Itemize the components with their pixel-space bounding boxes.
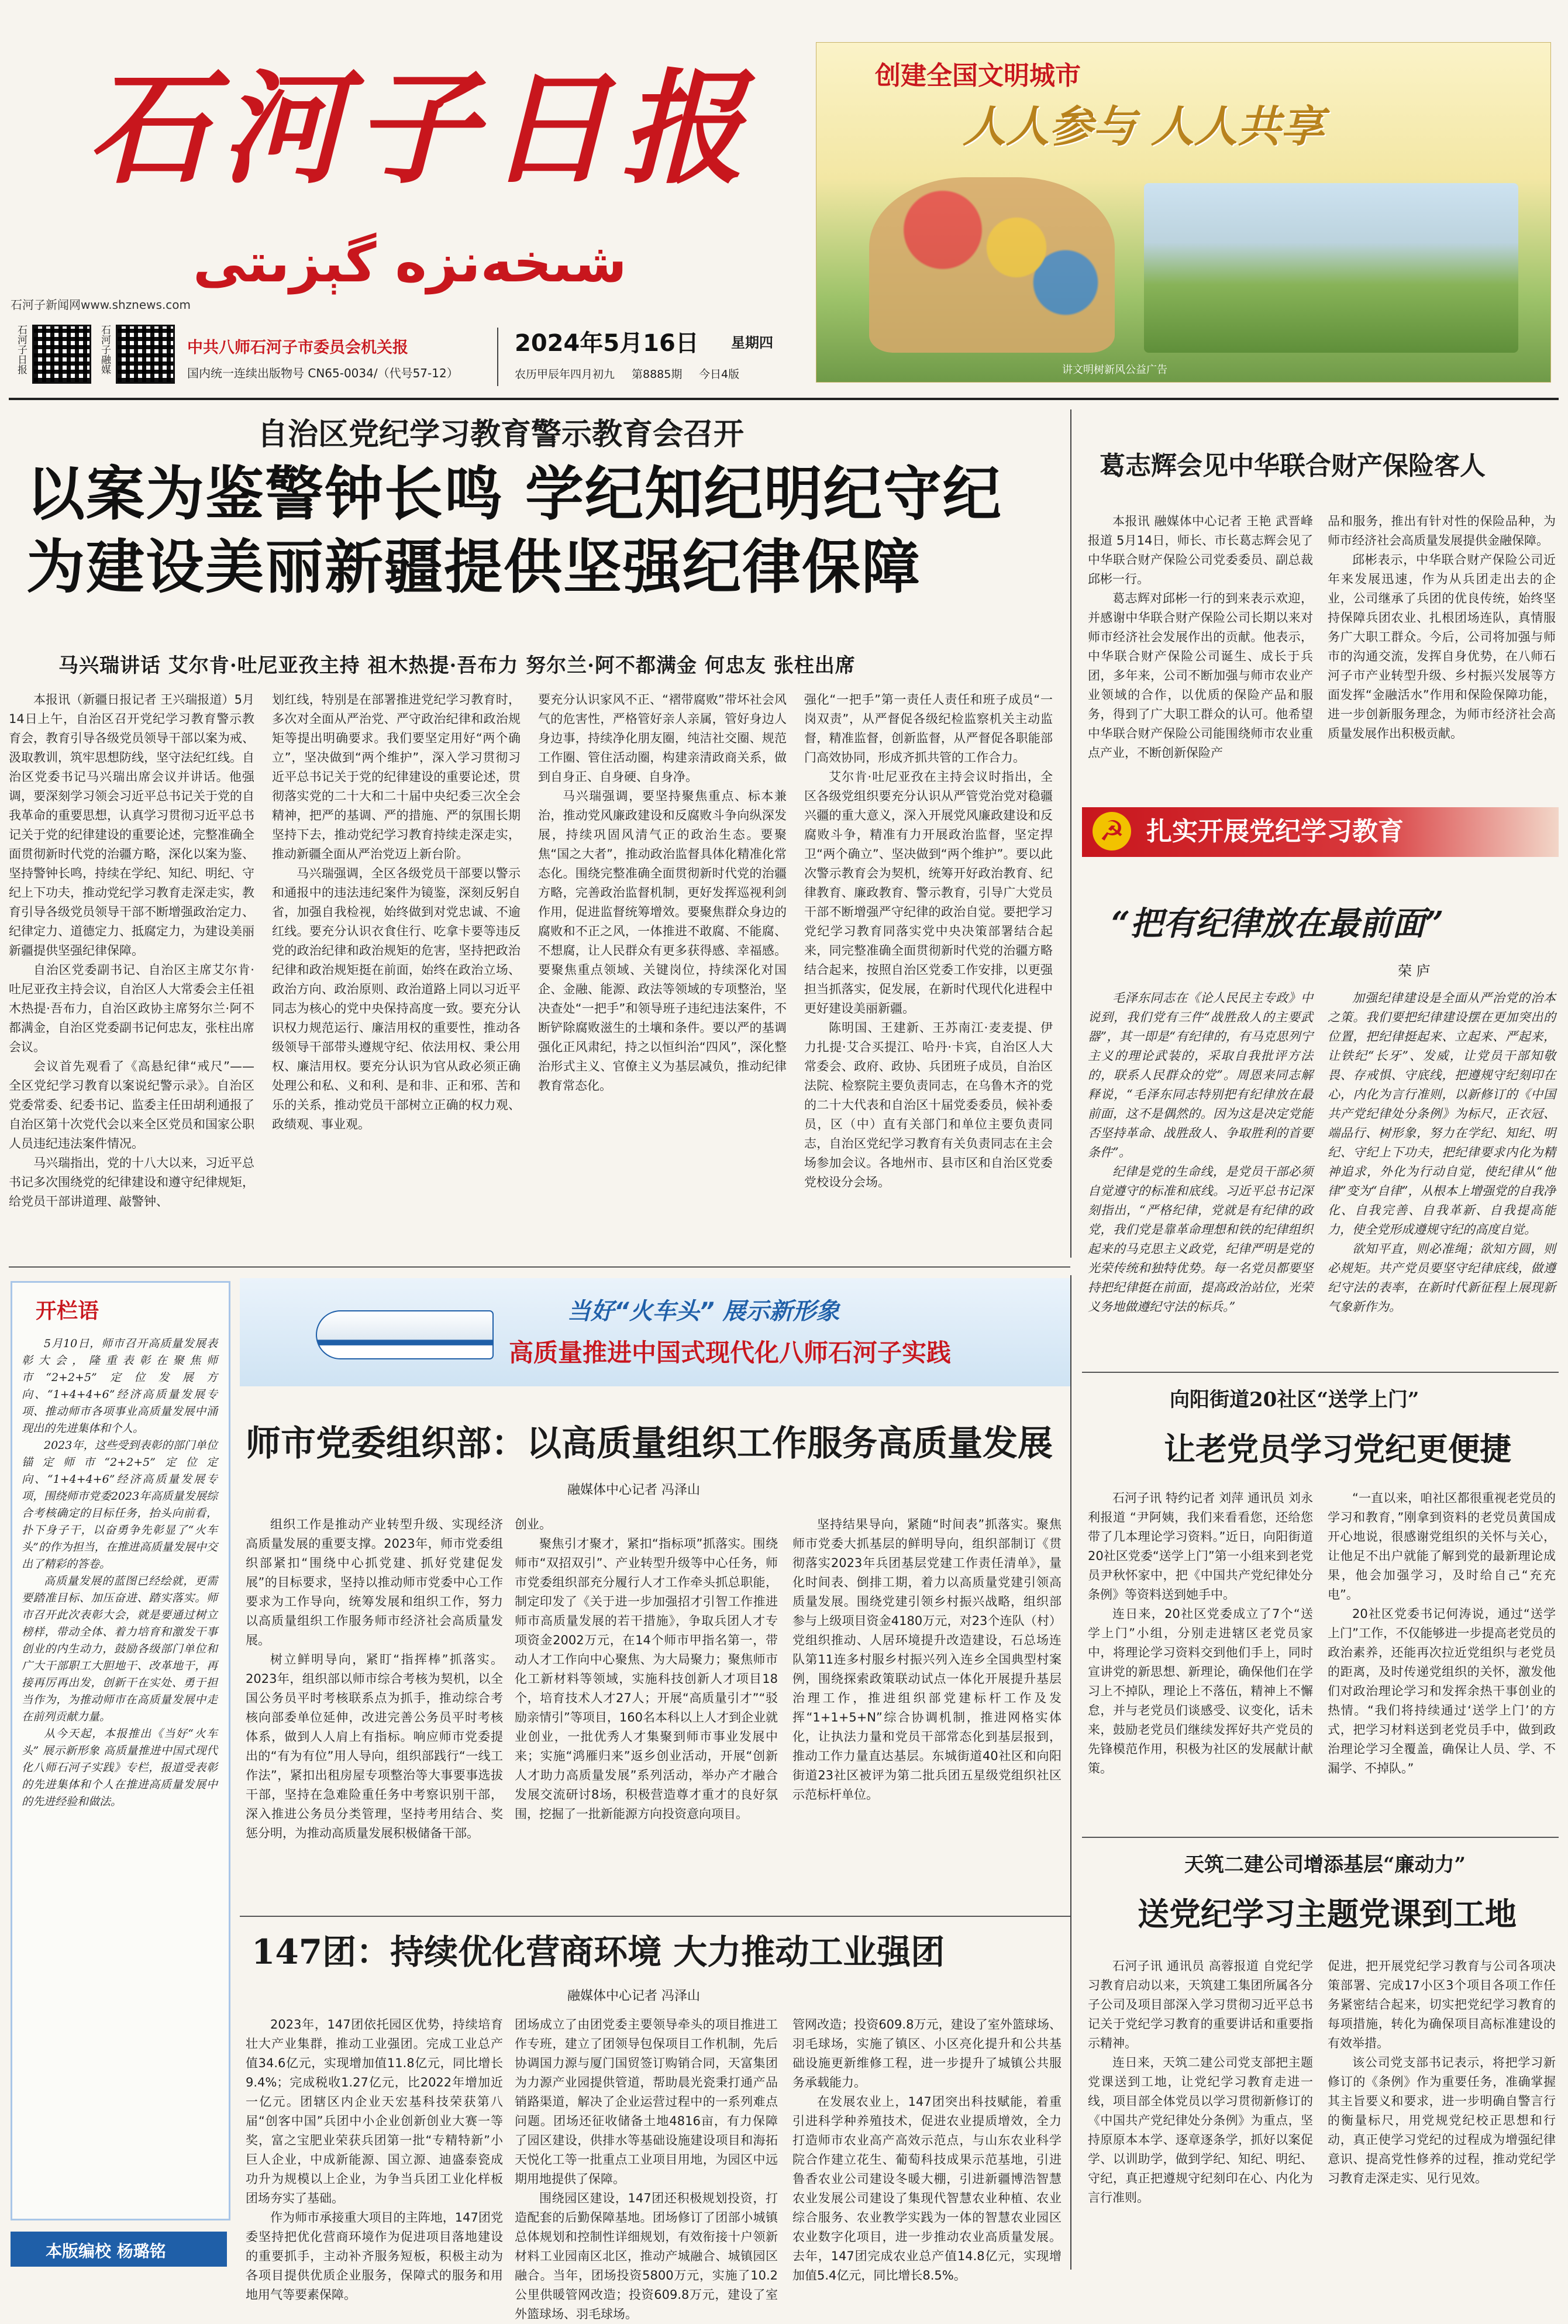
org-column-2 [515,1515,778,1895]
kaijuan-body [22,1335,218,2207]
kaijuan-box [11,1281,230,2220]
lead-column-2 [272,690,521,1263]
lead-subhead: 马兴瑞讲话 艾尔肯·吐尼亚孜主持 祖木热提·吾布力 努尔兰·阿不都满金 何忠友 张柱出席 [58,654,856,677]
ge-story-title: 葛志辉会见中华联合财产保险客人 [1100,451,1486,481]
commentary-title: “把有纪律放在最前面” [1111,904,1444,943]
commentary-bottom-rule [1082,1372,1559,1373]
org-bottom-rule [240,1916,1070,1917]
ad-slogan-2: 人人参与 人人共享 [963,102,1324,152]
org-paragraph: 组织工作是推动产业转型升级、实现经济高质量发展的重要支撑。2023年，师市党委组织部紧扣“围绕中心抓党建、抓好党建促发展”的目标要求，坚持以推动师市党委中心工作要求为工作导向，统筹发展和组织工作，努力以高质量组织工作服务师市经济社会高质量发展。 [246,1517,503,1647]
lead-paragraph: 自治区党委副书记、自治区主席艾尔肯·吐尼亚孜主持会议，自治区人大常委会主任祖木热提·吾布力，自治区政协主席努尔兰·阿不都满金，自治区党委副书记何忠友，张柱出席会议。 [9,963,254,1054]
lead-paragraph: 艾尔肯·吐尼亚孜在主持会议时指出，全区各级党组织要充分认识从严管党治党对稳疆兴疆的重大意义，深入开展党风廉政建设和反腐败斗争，精准有力开展政治监督，坚定捍卫“两个确立”、坚决做到“两个维护”。要以此次警示教育会为契机，统筹开好政治教育、纪律教育、廉政教育、警示教育，引导广大党员干部不断增强严守纪律的政治自觉。要把学习党纪学习教育同落实党中央决策部署结合起来，同完整准确全面贯彻新时代党的治疆方略结合起来，按照自治区党委工作安排，以更强担当抓落实，促发展，在新时代现代化进程中更好建设美丽新疆。 [804,770,1053,1015]
discipline-column-banner [1082,807,1559,857]
org-story-title: 师市党委组织部：以高质量组织工作服务高质量发展 [246,1423,1053,1464]
feature-banner [240,1278,1070,1386]
regiment-story-title: 147团：持续优化营商环境 大力推动工业强团 [251,1932,945,1972]
lead-paragraph: 要充分认识家风不正、“褶带腐败”带坏社会风气的危害性，严格管好亲人亲属，管好身边人身边事，持续净化朋友圈，纯洁社交圈、规范工作圈、管住活动圈，构建亲清政商关系，做到自身正、自身硬、自身净。 [538,693,787,784]
ge-paragraph: 品和服务，推出有针对性的保险品种，为师市经济社会高质量发展提供金融保障。 [1328,514,1556,548]
kaijuan-title: 开栏语 [36,1299,99,1323]
commentary-column-1 [1088,989,1313,1363]
kaijuan-paragraph: 2023年，这些受到表彰的部门单位锚定师市“2+2+5”定位定向、“1+4+4+6”经济高质量发展专项，围绕师市党委2023年高质量发展综合考核确定的目标任务，抬头向前看，扑下身子干，以奋勇争先彰显了“火车头”的作为担当，在推进高质量发展中交出了精彩的答卷。 [22,1439,218,1571]
feature-banner-line-2: 高质量推进中国式现代化八师石河子实践 [509,1338,952,1367]
kaijuan-paragraph: 从今天起，本报推出《当好“火车头” 展示新形象 高质量推进中国式现代化八师石河子实践》专栏，报道受表彰的先进集体和个人在推进高质量发展中的先进经验和做法。 [22,1727,218,1808]
feature-banner-line-1: 当好“火车头” 展示新形象 [567,1298,840,1325]
party-organ-label: 中共八师石河子市委员会机关报 [187,339,408,357]
org-paragraph: 坚持结果导向，紧随“时间表”抓落实。聚焦师市党委大抓基层的鲜明导向，组织部制订《贯彻落实2023年兵团基层党建工作责任清单》，量化时间表、倒排工期，着力以高质量党建引领高质量发展。围绕党建引领乡村振兴战略，组织部参与上级项目资金4180万元，对23个连队（村）党组织推动、人居环境提升改造建设，石总场连队第11连多村服乡村振兴列入连乡全国典型村案例，围绕探索政策联动试点一体化开展提升基层治理工作，推进组织部党建标杆工作及发挥“1+1+5+N”综合协调机制，推进网格实体化，让执法力量和党员干部常态化到基层报到，推动工作力量直达基层。东城街道40社区和向阳街道23社区被评为第二批兵团五星级党组织社区示范标杆单位。 [792,1517,1062,1802]
tianzhu-column-2 [1328,1957,1556,2267]
regiment-paragraph: 围绕园区建设，147团还积极规划投资，打造配套的后勤保障基地。团场修订了团部小城镇总体规划和控制性详细规划，有效衔接十户领新材料工业园南区北区，推动产城融合、城镇园区融合。当年，团场投资5800万元，实施了10.2公里供暖管网改造；投资609.8万元，建设了室外篮球场、羽毛球场。 [515,2191,778,2321]
commentary-paragraph: 纪律是党的生命线，是党员干部必须自觉遵守的标准和底线。习近平总书记深刻指出，“严格纪律，党就是有纪律的政党，我们党是靠革命理想和铁的纪律组织起来的马克思主义政党，纪律严明是党的光荣传统和独特优势。每一名党员都要坚持把纪律挺在前面，提高政治站位，光荣义务地做遵纪守法的标兵。” [1088,1165,1313,1314]
qr-code-left-icon[interactable] [32,325,91,384]
org-paragraph: 聚焦引才聚才，紧扣“指标项”抓落实。围绕师市“双招双引”、产业转型升级等中心任务，师市党委组织部充分履行人才工作牵头抓总职能，制定印发了《关于进一步加强招才引智工作推进师市高质量发展的若干措施》，争取兵团人才专项资金2002万元，在14个师市甲指名第一，带动人才工作向中心聚焦、为大局聚力；聚焦师市化工新材料等领域，实施科技创新人才项目18个，培育技术人才27人；开展“高质量引才”“驳励亲情引”等项目，160名本科以上人才到企业就业创业，一批优秀人才集聚到师市事业发展中来；实施“鸿雁归来”返乡创业活动，开展“创新人才助力高质量发展”系列活动，举办产才融合发展交流研讨8场，积极营造尊才重才的良好氛围，挖掘了一批新能源方向投资意向项目。 [515,1537,778,1821]
kaijuan-paragraph: 5月10日，师市召开高质量发展表彰大会，隆重表彰在聚焦师市“2+2+5”定位发展方向、“1+4+4+6”经济高质量发展专项、推动师市各项事业高质量发展中涌现出的先进集体和个人。 [22,1337,218,1435]
regiment-paragraph: 在发展农业上，147团突出科技赋能，着重引进科学种养殖技术，促进农业提质增效，全力打造师市农业高产高效示范点，与山东农业科学院合作建立花生、葡萄科技成果示范基地，引进鲁香农业公司建设冬暖大棚，引进新疆博浩智慧农业发展公司建设了集现代智慧农业种植、农业综合服务、农业教学实践为一体的智慧农业园区农业数字化项目，进一步推动农业高质量发展。去年，147团完成农业总产值14.8亿元，实现增加值5.4亿元，同比增长8.5%。 [792,2095,1062,2282]
xiangyang-paragraph: “一直以来，咱社区都很重视老党员的学习和教育，”刚拿到资料的老党员黄国成开心地说，很感谢党组织的关怀与关心，让他足不出户就能了解到党的最新理论成果，他会加强学习，及时给自己“充充电”。 [1328,1491,1556,1602]
tianzhu-kicker: 天筑二建公司增添基层“廉动力” [1184,1853,1466,1877]
masthead-rule [9,398,1559,400]
xiangyang-paragraph: 20社区党委书记何涛说，通过“送学上门”工作，不仅能够进一步提高老党员的政治素养，还能再次拉近党组织与老党员的距离，及时传递党组织的关怀，激发他们对政治理论学习和发挥余热干事创业的热情。“我们将持续通过‘送学上门’的方式，把学习材料送到老党员手中，做到政治理论学习全覆盖，确保让人员、学、不漏学、不掉队。” [1328,1607,1556,1775]
lead-paragraph: 会议首先观看了《高悬纪律“戒尺”——全区党纪学习教育以案说纪警示录》。自治区党委常委、纪委书记、监委主任田胡利通报了自治区第十次党代会以来全区党员和国家公职人员违纪违法案件情况。 [9,1059,254,1151]
lead-headline-1: 以案为鉴警钟长鸣 学纪知纪明纪守纪 [26,460,1002,528]
issue-date: 2024年5月16日 [515,330,699,357]
qr-code-right-icon[interactable] [116,325,175,384]
regiment-paragraph: 管网改造；投资609.8万元，建设了室外篮球场、羽毛球场，实施了镇区、小区亮化提升和公共基础设施更新维修工程，进一步提升了城镇公共服务承载能力。 [792,2017,1062,2089]
commentary-paragraph: 欲知平直，则必准绳；欲知方圆，则必规矩。共产党员要坚守纪律底线，做遵纪守法的表率，在新时代新征程上展现新气象新作为。 [1328,1242,1556,1314]
qr-left-label: 石河子日报 [15,325,27,374]
masthead-website: 石河子新闻网www.shznews.com [11,298,191,312]
tianzhu-paragraph: 连日来，天筑二建公司党支部把主题党课送到工地，让党纪学习教育走进一线，项目部全体党员以学习贯彻新修订的《中国共产党纪律处分条例》为重点，坚持原原本本学、逐章逐条学，抓好以案促学、以训助学，做到学纪、知纪、明纪、守纪，真正把遵规守纪刻印在心、内化为言行准则。 [1088,2056,1313,2205]
regiment-paragraph: 作为师市承接重大项目的主阵地，147团党委坚持把优化营商环境作为促进项目落地建设的重要抓手，主动补齐服务短板，积极主动为各项目提供优质企业服务，保障式的服务和用地用气等要素保障。 [246,2211,503,2302]
org-column-1 [246,1515,503,1895]
lead-paragraph: 本报讯（新疆日报记者 王兴瑞报道）5月14日上午，自治区召开党纪学习教育警示教育会，教育引导各级党员领导干部以案为戒、汲取教训，筑牢思想防线，坚守法纪红线。自治区党委书记马兴瑞出席会议并讲话。他强调，要深刻学习领会习近平总书记关于党的自我革命的重要思想，认真学习贯彻习近平总书记关于党的纪律建设的重要论述，完整准确全面贯彻新时代党的治疆方略，深化以案为鉴、坚持警钟长鸣，持续在学纪、知纪、明纪、守纪上下功夫，推动党纪学习教育走深走实，教育引导各级党员领导干部不断增强政治定力、纪律定力、道德定力、抵腐定力，为建设美丽新疆提供坚强纪律保障。 [9,693,254,958]
issn-label: 国内统一连续出版物号 CN65-0034/（代号57-12） [187,366,459,380]
xiangyang-column-2 [1328,1489,1556,1822]
editor-credit-text: 本版编校 杨璐铭 [46,2242,166,2261]
regiment-column-2 [515,2015,778,2321]
train-icon [316,1310,494,1359]
masthead-title: 石河子日报 [88,56,755,201]
lead-headline-2: 为建设美丽新疆提供坚强纪律保障 [26,533,921,601]
ge-column-1 [1088,512,1313,816]
kaijuan-paragraph: 高质量发展的蓝图已经绘就，更需要踏准目标、加压奋进、踏实落实。师市召开此次表彰大会，就是要通过树立榜样，带动全体、着力培育和激发干事创业的内生动力，鼓励各级部门单位和广大干部职工大胆地干、改革地干，再接再厉再出发，创新干在实处、勇于担当作为，为推动师市在高质量发展中走在前列贡献力量。 [22,1575,218,1723]
ad-city-park [1144,183,1518,353]
org-paragraph: 创业。 [515,1517,552,1531]
party-emblem-icon: ☭ [1093,812,1131,851]
xiangyang-column-1 [1088,1489,1313,1822]
regiment-column-1 [246,2015,503,2302]
tianzhu-title: 送党纪学习主题党课到工地 [1138,1896,1517,1933]
lead-right-divider [1070,409,1071,1258]
tianzhu-paragraph: 石河子讯 通讯员 高蓉报道 自党纪学习教育启动以来，天筑建工集团所属各分子公司及项目部深入学习贯彻习近平总书记关于党纪学习教育的重要讲话和重要指示精神。 [1088,1959,1313,2050]
lead-paragraph: 划红线，特别是在部署推进党纪学习教育时，多次对全面从严治党、严守政治纪律和政治规矩等提出明确要求。我们要坚定用好“两个确立”，坚决做到“两个维护”，深入学习贯彻习近平总书记关于党的纪律建设的重要论述，贯彻落实党的二十大和二十届中央纪委三次全会精神，把严的基调、严的措施、严的氛围长期坚持下去，推动党纪学习教育持续走深走实，推动新疆全面从严治党迈上新台阶。 [272,693,521,861]
lead-paragraph: 马兴瑞指出，党的十八大以来，习近平总书记多次围绕党的纪律建设和遵守纪律规矩，给党员干部讲道理、敲警钟、 [9,1156,254,1209]
lead-bottom-rule [9,1266,1070,1268]
public-service-ad [816,42,1551,383]
ad-people-figure [869,177,1115,353]
lead-column-1 [9,690,254,1263]
ge-paragraph: 邱彬表示，中华联合财产保险公司近年来发展迅速，作为从兵团走出去的企业，公司继承了兵团的优良传统，始终坚持保障兵团农业、扎根团场连队，真情服务广大职工群众。今后，公司将加强与师市的沟通交流，发挥自身优势，在八师石河子市产业转型升级、乡村振兴发展等方面发挥“金融活水”作用和保险保障功能，进一步创新服务理念，为师市经济社会高质量发展作出积极贡献。 [1328,553,1556,741]
commentary-author: 荣 庐 [1398,963,1431,979]
regiment-paragraph: 2023年，147团依托园区优势，持续培育壮大产业集群，推动工业强团。完成工业总产值34.6亿元，实现增加值11.8亿元，同比增长9.4%；完成税收1.27亿元，比2022年增加近一亿元。团辖区内企业天宏基科技荣获第八届“创客中国”兵团中小企业创新创业大赛一等奖，富之宝肥业荣获兵团第一批“专精特新”小巨人企业，中成新能源、国立源、迪盛泰瓷成功升为规模以上企业，为争当兵团工业化样板团场夯实了基础。 [246,2017,503,2205]
xiangyang-title: 让老党员学习党纪更便捷 [1164,1431,1511,1468]
lead-paragraph: 马兴瑞强调，全区各级党员干部要以警示和通报中的违法违纪案件为镜鉴，深刻反躬自省，加强自我检视，始终做到对党忠诚、不逾红线。要充分认识衣食住行、吃拿卡要等违反党的政治纪律和政治规矩的危害，坚持把政治纪律和政治规矩挺在前面，始终在政治立场、政治方向、政治原则、政治道路上同以习近平同志为核心的党中央保持高度一致。要充分认识权力规范运行、廉洁用权的重要性，推动各级领导干部带头遵规守纪、依法用权、秉公用权、廉洁用权。要充分认识为官从政必须正确处理公和私、义和利、是和非、正和邪、苦和乐的关系，推动党员干部树立正确的权力观、政绩观、事业观。 [272,866,521,1131]
ge-paragraph: 葛志辉对邱彬一行的到来表示欢迎，并感谢中华联合财产保险公司长期以来对师市经济社会发展作出的贡献。他表示，中华联合财产保险公司诞生、成长于兵团，多年来，公司不断加强与师市农业产业领域的合作，以优质的保险产品和服务，得到了广大职工群众的认可。他希望中华联合财产保险公司能围绕师市农业重点产业，不断创新保险产 [1088,591,1313,760]
lead-column-4 [804,690,1053,1263]
org-paragraph: 树立鲜明导向，紧盯“指挥棒”抓落实。2023年，组织部以师市综合考核为契机，以全国公务员平时考核联系点为抓手，推动综合考核向部委单位延伸，改进完善公务员平时考核体系，做到人人肩上有指标。响应师市党委提出的“有为有位”用人导向，组织部践行“一线工作法”，紧扣出租房屋专项整治等大事要事选拔干部，坚持在急难险重任务中考察识别干部，深入推进公务员分类管理，坚持考用结合、奖惩分明，为推动高质量发展积极储备干部。 [246,1652,503,1840]
issue-number: 第8885期 [632,368,683,381]
lower-right-divider [1070,1275,1071,2270]
commentary-column-2 [1328,989,1556,1363]
commentary-paragraph: 加强纪律建设是全面从严治党的治本之策。我们要把纪律建设摆在更加突出的位置，把纪律挺起来、立起来、严起来，让铁纪“长牙”、发威，让党员干部知敬畏、存戒惧、守底线，把遵规守纪刻印在心，内化为言行准则，以新修订的《中国共产党纪律处分条例》为标尺，正衣冠、端品行、树形象，努力在学纪、知纪、明纪、守纪上下功夫，把纪律要求内化为精神追求，外化为行动自觉，使纪律从“他律”变为“自律”，从根本上增强党的自我净化、自我完善、自我革新、自我提高能力，使全党形成遵规守纪的高度自觉。 [1328,991,1556,1237]
masthead [0,0,1568,430]
ge-column-2 [1328,512,1556,816]
tianzhu-paragraph: 促进，把开展党纪学习教育与公司各项决策部署、完成17小区3个项目各项工作任务紧密结合起来，切实把党纪学习教育的每项措施，转化为确保项目高标准建设的有效举措。 [1328,1959,1556,2050]
org-story-byline: 融媒体中心记者 冯泽山 [567,1483,700,1497]
lead-kicker: 自治区党纪学习教育警示教育会召开 [257,416,745,452]
editor-credit [11,2232,227,2267]
lead-paragraph: 强化“一把手”第一责任人责任和班子成员“一岗双责”，从严督促各级纪检监察机关主动监督，精准监督，创新监督，从严督促各职能部门高效协同，形成齐抓共管的工作合力。 [804,693,1053,765]
xiangyang-paragraph: 石河子讯 特约记者 刘萍 通讯员 刘永利报道 “尹阿姨，我们来看看您，还给您带了几本理论学习资料。”近日，向阳街道20社区党委“送学上门”第一小组来到老党员尹秋怀家中，把《中国共产党纪律处分条例》等资料送到她手中。 [1088,1491,1313,1602]
regiment-column-3 [792,2015,1062,2282]
masthead-uyghur-title: شىخەنزە گېزىتى [193,232,627,294]
page-count: 今日4版 [699,368,740,381]
regiment-paragraph: 团场成立了由团党委主要领导牵头的项目推进工作专班，建立了团领导包保项目工作机制，先后协调国力源与厦门国贸签订购销合同，天富集团为力源产业园提供管道，帮助晨光瓷秉打通产品销路渠道，解决了企业运营过程中的一系列难点问题。团场还征收储备土地4816亩，有力保障了园区建设，供排水等基础设施建设项目和海拓天悦化工等一批重点工业项目用地，为园区中远期用地提供了保障。 [515,2017,778,2186]
qr-right-label: 石河子融媒 [99,325,111,374]
xiangyang-bottom-rule [1082,1837,1559,1838]
lunar-date: 农历甲辰年四月初九 [515,368,615,381]
issue-weekday: 星期四 [731,335,773,351]
lead-paragraph: 陈明国、王建新、王苏南江·麦麦提、伊力扎提·艾合买提江、哈丹·卡宾，自治区人大常委会、政府、政协、兵团班子成员，自治区法院、检察院主要负责同志，在乌鲁木齐的党的二十大代表和自治区十届党委委员，候补委员，区（中）直有关部门和单位主要负责同志，自治区党纪学习教育有关负责同志在主会场参加会议。各地州市、县市区和自治区党委党校设分会场。 [804,1021,1053,1189]
commentary-paragraph: 毛泽东同志在《论人民民主专政》中说到，我们党有三件“战胜敌人的主要武器”，其一即是“有纪律的，有马克思列宁主义的理论武装的，采取自我批评方法的，联系人民群众的党”。周恩来同志解释说，“毛泽东同志特别把有纪律放在最前面，这不是偶然的。因为这是决定党能否坚持革命、战胜敌人、争取胜利的首要条件”。 [1088,991,1313,1159]
org-column-3 [792,1515,1062,1895]
lead-column-3 [538,690,787,1263]
regiment-story-byline: 融媒体中心记者 冯泽山 [567,1989,700,2003]
info-divider [497,328,498,386]
ad-caption: 讲文明树新风公益广告 [1062,364,1167,376]
lead-paragraph: 马兴瑞强调，要坚持聚焦重点、标本兼治，推动党风廉政建设和反腐败斗争向纵深发展，持续巩固风清气正的政治生态。要聚焦“国之大者”，推动政治监督具体化精准化常态化。围绕完整准确全面贯彻新时代党的治疆方略，完善政治监督机制，更好发挥巡视利剑作用，促进监督统筹增效。要聚焦群众身边的腐败和不正之风，一体推进不敢腐、不能腐、不想腐，让人民群众有更多获得感、幸福感。要聚焦重点领域、关键岗位，持续深化对国企、金融、能源、政法等领域的专项整治，坚决查处“一把手”和领导班子违纪违法案件，不断铲除腐败滋生的土壤和条件。要以严的基调强化正风肃纪，持之以恒纠治“四风”，深化整治形式主义、官僚主义为基层减负，推动纪律教育常态化。 [538,789,787,1093]
tianzhu-column-1 [1088,1957,1313,2267]
ad-slogan-1: 创建全国文明城市 [875,61,1081,91]
xiangyang-kicker: 向阳街道20社区“送学上门” [1170,1388,1419,1411]
tianzhu-paragraph: 该公司党支部书记表示，将把学习新修订的《条例》作为重要任务，准确掌握其主旨要义和要求，进一步明确自警言行的衡量标尺，用党规党纪校正思想和行动，真正使学习党纪的过程成为增强纪律意识、提高党性修养的过程，推动党纪学习教育走深走实、见行见效。 [1328,2056,1556,2185]
ge-paragraph: 本报讯 融媒体中心记者 王艳 武晋峰报道 5月14日，师长、市长葛志辉会见了中华联合财产保险公司党委委员、副总裁邱彬一行。 [1088,514,1313,586]
xiangyang-paragraph: 连日来，20社区党委成立了7个“送学上门”小组，分别走进辖区老党员家中，将理论学习资料交到他们手上，同时宣讲党的新思想、新理论，确保他们在学习上不掉队，理论上不落伍，精神上不懈怠，并与老党员们谈感受、议变化，话未来，鼓励老党员们继续发挥好共产党员的先锋模范作用，积极为社区的发展献计献策。 [1088,1607,1313,1775]
discipline-banner-text: 扎实开展党纪学习教育 [1146,817,1404,846]
